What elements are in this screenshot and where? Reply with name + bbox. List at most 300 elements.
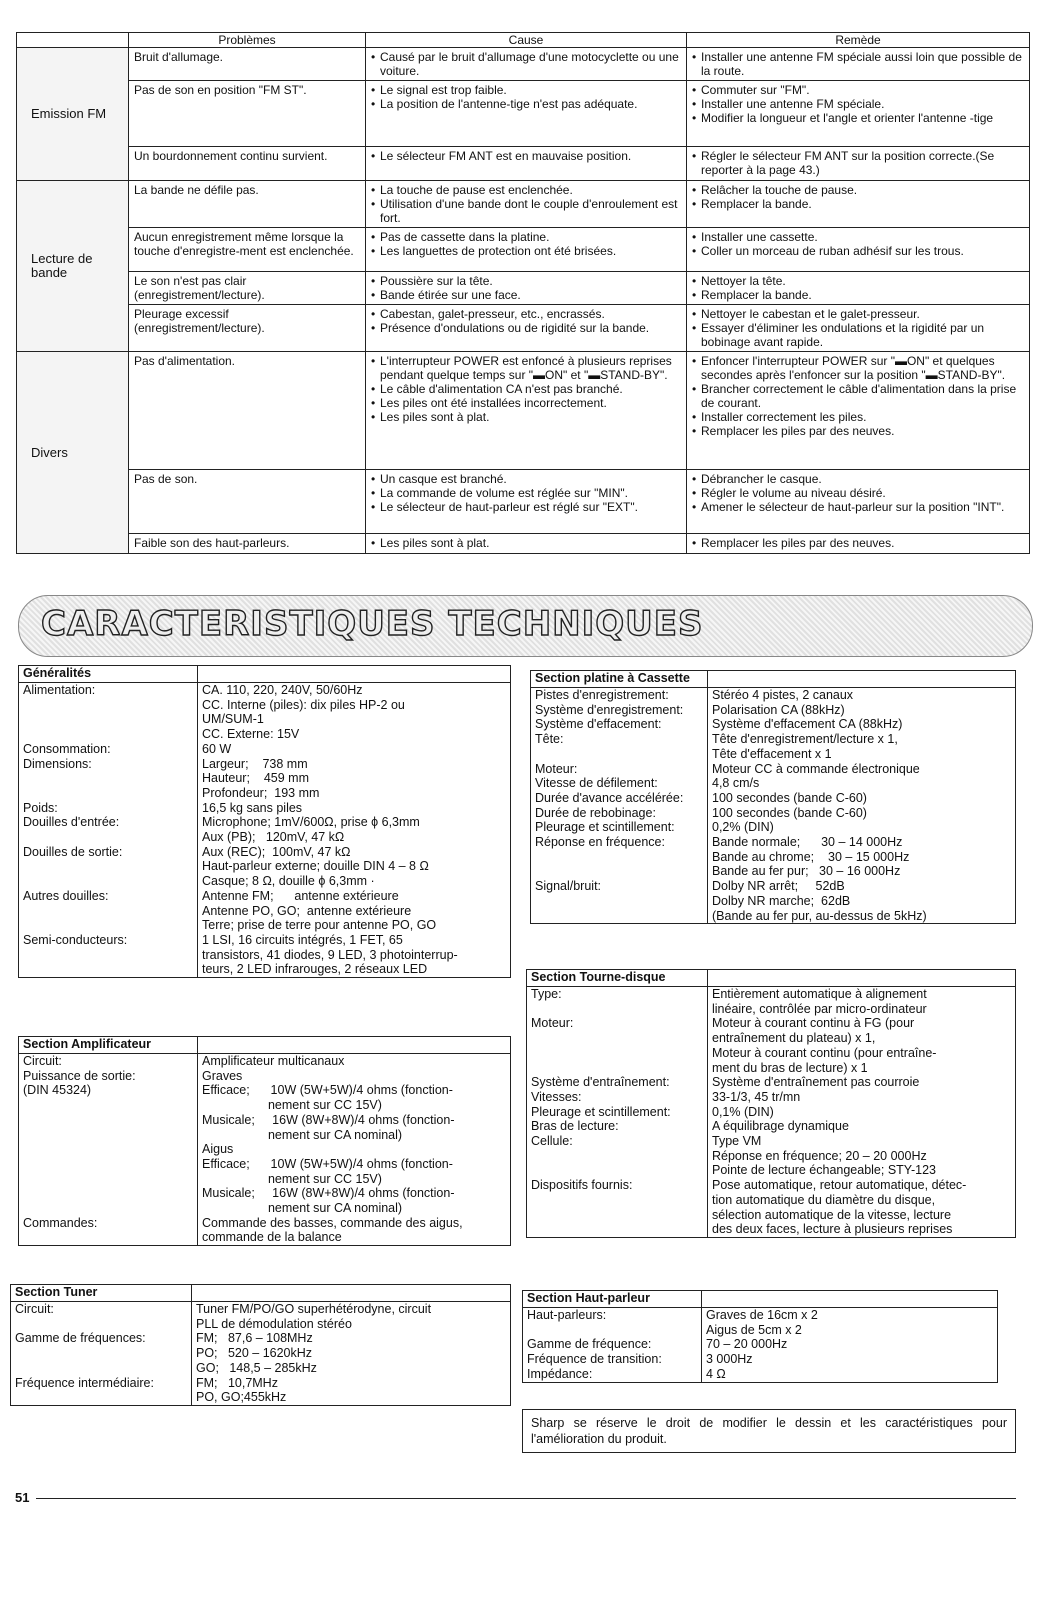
- spec-row: [531, 703, 1016, 718]
- spec-label: Semi-conducteurs:: [19, 933, 198, 978]
- spec-table-turntable: [526, 969, 1016, 1238]
- spec-row: [531, 688, 1016, 703]
- spec-row: [19, 683, 511, 742]
- spec-value-line: 70 – 20 000Hz: [706, 1337, 788, 1352]
- trouble-cause: [366, 470, 687, 534]
- remedy-item: • Installer une antenne FM spéciale aussi loin que possible de la route.: [692, 50, 1024, 78]
- trouble-group-label: Divers: [17, 352, 129, 554]
- spec-value: [198, 889, 511, 933]
- trouble-remedy: [687, 81, 1030, 147]
- spec-head-row: [19, 666, 511, 683]
- spec-value-line: Dolby NR arrêt; 52dB: [712, 879, 845, 894]
- spec-label: Vitesse de défilement:: [531, 776, 708, 791]
- spec-value: [708, 1075, 1016, 1090]
- spec-section-title: Section Haut-parleur: [523, 1291, 702, 1308]
- spec-row: [523, 1337, 998, 1352]
- spec-value-line: ment du bras de lecture) x 1: [712, 1060, 868, 1075]
- cause-item: • La position de l'antenne-tige n'est pas adéquate.: [371, 97, 681, 111]
- remedy-item: • Modifier la longueur et l'angle et orienter l'antenne -tige: [692, 111, 1024, 125]
- spec-value-line: Haut-parleur externe; douille DIN 4 – 8 Ω: [202, 859, 429, 874]
- spec-value: [198, 933, 511, 978]
- cause-item: • Les languettes de protection ont été brisées.: [371, 244, 681, 258]
- spec-table-general: [18, 665, 511, 978]
- spec-value: [708, 703, 1016, 718]
- spec-value: [702, 1352, 998, 1367]
- spec-value-line: Hauteur; 459 mm: [202, 771, 309, 786]
- cause-list: [371, 83, 681, 111]
- spec-row: [531, 776, 1016, 791]
- cause-item: • Un casque est branché.: [371, 472, 681, 486]
- remedy-item: • Amener le sélecteur de haut-parleur sur la position "INT".: [692, 500, 1024, 514]
- spec-row: [527, 1016, 1016, 1075]
- spec-row: [527, 1075, 1016, 1090]
- spec-value-line: Système d'effacement CA (88kHz): [712, 717, 903, 732]
- remedy-item: • Commuter sur "FM".: [692, 83, 1024, 97]
- spec-head-spacer: [702, 1291, 998, 1308]
- spec-row: [19, 845, 511, 889]
- spec-value-line: Dolby NR marche; 62dB: [712, 893, 851, 908]
- trouble-row: [17, 81, 1030, 147]
- spec-value-line: Aigus de 5cm x 2: [706, 1322, 802, 1337]
- spec-head-spacer: [192, 1285, 511, 1302]
- spec-row: [11, 1302, 511, 1332]
- spec-value-line: PLL de démodulation stéréo: [196, 1316, 352, 1331]
- spec-value-line: Pointe de lecture échangeable; STY-123: [712, 1163, 937, 1178]
- cause-item: • La touche de pause est enclenchée.: [371, 183, 681, 197]
- spec-value-line: tion automatique du diamètre du disque,: [712, 1192, 936, 1207]
- trouble-row: [17, 305, 1030, 352]
- spec-value-line: Système d'entraînement pas courroie: [712, 1075, 920, 1090]
- spec-value-line: 4 Ω: [706, 1366, 726, 1381]
- remedy-item: • Installer une antenne FM spéciale.: [692, 97, 1024, 111]
- spec-value-line: 100 secondes (bande C-60): [712, 805, 867, 820]
- spec-section-title: Section Tuner: [11, 1285, 192, 1302]
- spec-value: [192, 1376, 511, 1406]
- spec-value: [198, 815, 511, 844]
- spec-row: [531, 762, 1016, 777]
- cause-item: • Pas de cassette dans la platine.: [371, 230, 681, 244]
- spec-value: [198, 1216, 511, 1246]
- cause-list: [371, 307, 681, 335]
- remedy-list: [692, 149, 1024, 177]
- spec-value-line: Stéréo 4 pistes, 2 canaux: [712, 688, 854, 702]
- spec-value: [192, 1331, 511, 1375]
- cause-item: • Les piles sont à plat.: [371, 536, 681, 550]
- spec-value: [702, 1337, 998, 1352]
- spec-value-line: Commande des basses, commande des aigus,: [202, 1215, 463, 1230]
- spec-value-line: CA. 110, 220, 240V, 50/60Hz: [202, 683, 363, 697]
- remedy-list: [692, 183, 1024, 211]
- page-number: 51: [15, 1490, 30, 1505]
- cause-list: [371, 230, 681, 258]
- cause-list: [371, 274, 681, 302]
- trouble-group-label: Lecture de bande: [17, 181, 129, 352]
- spec-value-line: nement sur CA nominal): [202, 1127, 403, 1142]
- spec-value: [708, 1105, 1016, 1120]
- trouble-problem: Bruit d'allumage.: [129, 48, 366, 81]
- trouble-header-problem: Problèmes: [129, 33, 366, 48]
- spec-value: [708, 835, 1016, 879]
- footer-rule: [36, 1498, 1016, 1499]
- cause-list: [371, 354, 681, 424]
- remedy-item: • Débrancher le casque.: [692, 472, 1024, 486]
- spec-label: Tête:: [531, 732, 708, 761]
- spec-label: Consommation:: [19, 742, 198, 757]
- trouble-problem: Pas d'alimentation.: [129, 352, 366, 470]
- spec-value-line: FM; 87,6 – 108MHz: [196, 1331, 313, 1346]
- remedy-item: • Remplacer la bande.: [692, 288, 1024, 302]
- trouble-body: [17, 48, 1030, 554]
- spec-value: [708, 987, 1016, 1017]
- spec-table-tuner: [10, 1284, 511, 1406]
- spec-value-line: sélection automatique de la vitesse, lecture: [712, 1207, 952, 1222]
- spec-value: [708, 1016, 1016, 1075]
- spec-value: [708, 732, 1016, 761]
- spec-value-line: Terre; prise de terre pour antenne PO, GO: [202, 918, 437, 933]
- remedy-item: • Remplacer les piles par des neuves.: [692, 424, 1024, 438]
- trouble-header-row: [17, 33, 1030, 48]
- spec-row: [19, 889, 511, 933]
- spec-label: Pleurage et scintillement:: [531, 820, 708, 835]
- cause-list: [371, 50, 681, 78]
- spec-value-line: Polarisation CA (88kHz): [712, 702, 845, 717]
- remedy-item: • Régler le sélecteur FM ANT sur la position correcte.(Se reporter à la page 43.): [692, 149, 1024, 177]
- spec-value: [702, 1308, 998, 1338]
- spec-label: Pleurage et scintillement:: [527, 1105, 708, 1120]
- spec-section-title: Section Amplificateur: [19, 1037, 198, 1054]
- spec-value: [708, 1090, 1016, 1105]
- spec-label: Puissance de sortie: (DIN 45324): [19, 1069, 198, 1216]
- remedy-item: • Installer correctement les piles.: [692, 410, 1024, 424]
- banner-title: CARACTERISTIQUES TECHNIQUES: [41, 604, 704, 644]
- trouble-problem: La bande ne défile pas.: [129, 181, 366, 228]
- spec-value-line: Bande normale; 30 – 14 000Hz: [712, 835, 903, 850]
- spec-head-row: [523, 1291, 998, 1308]
- remedy-item: • Essayer d'éliminer les ondulations et la rigidité par un bobinage avant rapide.: [692, 321, 1024, 349]
- spec-head-row: [11, 1285, 511, 1302]
- spec-value: [192, 1302, 511, 1332]
- spec-label: Pistes d'enregistrement:: [531, 688, 708, 703]
- cause-item: • Les piles ont été installées incorrectement.: [371, 396, 681, 410]
- spec-value: [198, 1054, 511, 1069]
- spec-value-line: Antenne FM; antenne extérieure: [202, 888, 399, 903]
- spec-head-row: [531, 671, 1016, 688]
- spec-value: [708, 688, 1016, 703]
- spec-label: Douilles de sortie:: [19, 845, 198, 889]
- spec-value-line: nement sur CC 15V): [202, 1171, 382, 1186]
- spec-value: [708, 820, 1016, 835]
- trouble-row: [17, 534, 1030, 554]
- spec-label: Gamme de fréquences:: [11, 1331, 192, 1375]
- section-banner: [18, 595, 1033, 657]
- spec-value-line: Aux (PB); 120mV, 47 kΩ: [202, 830, 345, 845]
- spec-label: Impédance:: [523, 1367, 702, 1382]
- spec-value: [198, 757, 511, 801]
- spec-value-line: nement sur CC 15V): [202, 1098, 382, 1113]
- spec-table-cassette: [530, 670, 1016, 924]
- trouble-row: [17, 352, 1030, 470]
- spec-value-line: Aux (REC); 100mV, 47 kΩ: [202, 844, 351, 859]
- spec-value-line: commande de la balance: [202, 1230, 342, 1245]
- spec-label: Alimentation:: [19, 683, 198, 742]
- trouble-row: [17, 147, 1030, 181]
- remedy-item: • Enfoncer l'interrupteur POWER sur "▬ON" et quelques secondes après l'enfoncer sur la position "▬STAND-BY".: [692, 354, 1024, 382]
- spec-value: [708, 1178, 1016, 1237]
- spec-label: Haut-parleurs:: [523, 1308, 702, 1338]
- cause-list: [371, 149, 681, 163]
- spec-value-line: linéaire, contrôlée par micro-ordinateur: [712, 1001, 927, 1016]
- spec-row: [11, 1376, 511, 1406]
- cause-item: • Le sélecteur de haut-parleur est réglé sur "EXT".: [371, 500, 681, 514]
- spec-value-line: nement sur CA nominal): [202, 1201, 403, 1216]
- spec-head-spacer: [198, 1037, 511, 1054]
- spec-value-line: 0,1% (DIN): [712, 1104, 774, 1119]
- spec-row: [527, 1134, 1016, 1178]
- spec-value-line: 100 secondes (bande C-60): [712, 790, 867, 805]
- spec-value: [708, 776, 1016, 791]
- trouble-problem: Le son n'est pas clair (enregistrement/lecture).: [129, 272, 366, 305]
- spec-row: [531, 835, 1016, 879]
- spec-value-line: Musicale; 16W (8W+8W)/4 ohms (fonction-: [202, 1186, 455, 1201]
- spec-section-title: Section platine à Cassette: [531, 671, 708, 688]
- spec-value: [708, 879, 1016, 924]
- cause-item: • Poussière sur la tête.: [371, 274, 681, 288]
- spec-row: [19, 801, 511, 816]
- spec-value-line: UM/SUM-1: [202, 712, 264, 727]
- spec-value-line: Largeur; 738 mm: [202, 756, 308, 771]
- trouble-cause: [366, 181, 687, 228]
- cause-item: • Le câble d'alimentation CA n'est pas branché.: [371, 382, 681, 396]
- trouble-row: [17, 272, 1030, 305]
- trouble-row: [17, 470, 1030, 534]
- trouble-remedy: [687, 352, 1030, 470]
- spec-value-line: PO; 520 – 1620kHz: [196, 1346, 313, 1361]
- trouble-remedy: [687, 181, 1030, 228]
- trouble-header-cause: Cause: [366, 33, 687, 48]
- spec-section-title: Section Tourne-disque: [527, 970, 708, 987]
- spec-label: Commandes:: [19, 1216, 198, 1246]
- remedy-list: [692, 472, 1024, 514]
- spec-label: Durée d'avance accélérée:: [531, 791, 708, 806]
- troubleshooting-table: [16, 32, 1030, 554]
- remedy-item: • Installer une cassette.: [692, 230, 1024, 244]
- spec-value-line: Aigus: [202, 1142, 234, 1157]
- cause-item: • Cabestan, galet-presseur, etc., encrassés.: [371, 307, 681, 321]
- remedy-list: [692, 307, 1024, 349]
- trouble-row: [17, 48, 1030, 81]
- spec-row: [19, 757, 511, 801]
- trouble-cause: [366, 305, 687, 352]
- spec-value-line: Tuner FM/PO/GO superhétérodyne, circuit: [196, 1302, 432, 1316]
- spec-row: [527, 987, 1016, 1017]
- spec-label: Système d'entraînement:: [527, 1075, 708, 1090]
- spec-value: [708, 717, 1016, 732]
- remedy-list: [692, 83, 1024, 125]
- spec-value-line: Tête d'effacement x 1: [712, 746, 832, 761]
- spec-row: [19, 1054, 511, 1069]
- trouble-row: [17, 228, 1030, 272]
- spec-value-line: 60 W: [202, 741, 232, 756]
- spec-label: Système d'enregistrement:: [531, 703, 708, 718]
- spec-table-amplifier: [18, 1036, 511, 1246]
- spec-value-line: Profondeur; 193 mm: [202, 785, 320, 800]
- spec-value-line: des deux faces, lecture à plusieurs reprises: [712, 1222, 953, 1237]
- spec-value-line: Réponse en fréquence; 20 – 20 000Hz: [712, 1148, 927, 1163]
- spec-head-spacer: [198, 666, 511, 683]
- spec-value-line: Graves: [202, 1068, 243, 1083]
- spec-value: [198, 801, 511, 816]
- trouble-header-group: [17, 33, 129, 48]
- spec-row: [527, 1178, 1016, 1237]
- spec-label: Moteur:: [527, 1016, 708, 1075]
- cause-list: [371, 536, 681, 550]
- spec-value-line: Moteur CC à commande électronique: [712, 761, 920, 776]
- cause-item: • Présence d'ondulations ou de rigidité sur la bande.: [371, 321, 681, 335]
- spec-value: [198, 742, 511, 757]
- spec-value-line: CC. Interne (piles): dix piles HP-2 ou: [202, 697, 405, 712]
- spec-value-line: 33-1/3, 45 tr/mn: [712, 1089, 801, 1104]
- trouble-remedy: [687, 228, 1030, 272]
- spec-value-line: Moteur à courant continu (pour entraîne-: [712, 1045, 937, 1060]
- spec-value: [708, 806, 1016, 821]
- remedy-list: [692, 230, 1024, 258]
- spec-label: Gamme de fréquence:: [523, 1337, 702, 1352]
- spec-label: Moteur:: [531, 762, 708, 777]
- cause-item: • Causé par le bruit d'allumage d'une motocyclette ou une voiture.: [371, 50, 681, 78]
- spec-row: [531, 791, 1016, 806]
- spec-label: Autres douilles:: [19, 889, 198, 933]
- trouble-problem: Un bourdonnement continu survient.: [129, 147, 366, 181]
- trouble-cause: [366, 147, 687, 181]
- remedy-item: • Régler le volume au niveau désiré.: [692, 486, 1024, 500]
- spec-value: [708, 1119, 1016, 1134]
- spec-section-title: Généralités: [19, 666, 198, 683]
- spec-value-line: PO, GO;455kHz: [196, 1390, 287, 1405]
- spec-value-line: A équilibrage dynamique: [712, 1119, 849, 1134]
- spec-label: Réponse en fréquence:: [531, 835, 708, 879]
- spec-value-line: CC. Externe: 15V: [202, 727, 300, 742]
- remedy-list: [692, 274, 1024, 302]
- spec-value: [702, 1367, 998, 1382]
- spec-value: [708, 791, 1016, 806]
- spec-row: [531, 820, 1016, 835]
- trouble-cause: [366, 228, 687, 272]
- trouble-problem: Aucun enregistrement même lorsque la touche d'enregistre-ment est enclenchée.: [129, 228, 366, 272]
- remedy-item: • Nettoyer le cabestan et le galet-presseur.: [692, 307, 1024, 321]
- cause-item: • Bande étirée sur une face.: [371, 288, 681, 302]
- spec-value: [708, 762, 1016, 777]
- spec-value-line: transistors, 41 diodes, 9 LED, 3 photointerrup-: [202, 947, 458, 962]
- trouble-remedy: [687, 305, 1030, 352]
- spec-value-line: 1 LSI, 16 circuits intégrés, 1 FET, 65: [202, 932, 403, 947]
- spec-value: [198, 845, 511, 889]
- remedy-item: • Coller un morceau de ruban adhésif sur les trous.: [692, 244, 1024, 258]
- cause-item: • L'interrupteur POWER est enfoncé à plusieurs reprises pendant quelque temps sur "▬ON" et "▬STAND-BY".: [371, 354, 681, 382]
- spec-row: [531, 806, 1016, 821]
- spec-value-line: Type VM: [712, 1134, 762, 1149]
- spec-row: [531, 717, 1016, 732]
- cause-item: • Le signal est trop faible.: [371, 83, 681, 97]
- spec-row: [19, 1216, 511, 1246]
- spec-label: Poids:: [19, 801, 198, 816]
- spec-value-line: 3 000Hz: [706, 1352, 753, 1367]
- cause-item: • Utilisation d'une bande dont le couple d'enroulement est fort.: [371, 197, 681, 225]
- trouble-header-remedy: Remède: [687, 33, 1030, 48]
- cause-list: [371, 183, 681, 225]
- spec-label: Douilles d'entrée:: [19, 815, 198, 844]
- remedy-item: • Remplacer les piles par des neuves.: [692, 536, 1024, 550]
- spec-label: Bras de lecture:: [527, 1119, 708, 1134]
- spec-row: [19, 1069, 511, 1216]
- spec-value-line: 0,2% (DIN): [712, 820, 774, 835]
- spec-row: [531, 732, 1016, 761]
- cause-item: • Les piles sont à plat.: [371, 410, 681, 424]
- trouble-problem: Pleurage excessif (enregistrement/lecture).: [129, 305, 366, 352]
- spec-label: Fréquence intermédiaire:: [11, 1376, 192, 1406]
- spec-label: Durée de rebobinage:: [531, 806, 708, 821]
- spec-value-line: 4,8 cm/s: [712, 776, 760, 791]
- trouble-cause: [366, 534, 687, 554]
- trouble-cause: [366, 81, 687, 147]
- spec-head-row: [19, 1037, 511, 1054]
- spec-value-line: Moteur à courant continu à FG (pour: [712, 1016, 915, 1031]
- spec-row: [523, 1367, 998, 1382]
- spec-value-line: Entièrement automatique à alignement: [712, 987, 927, 1001]
- trouble-row: [17, 181, 1030, 228]
- spec-value-line: Pose automatique, retour automatique, détec-: [712, 1178, 967, 1193]
- spec-value-line: Efficace; 10W (5W+5W)/4 ohms (fonction-: [202, 1156, 453, 1171]
- trouble-group-label: Emission FM: [17, 48, 129, 181]
- trouble-remedy: [687, 470, 1030, 534]
- spec-value-line: Tête d'enregistrement/lecture x 1,: [712, 732, 898, 747]
- spec-value-line: FM; 10,7MHz: [196, 1375, 278, 1390]
- spec-value-line: Efficace; 10W (5W+5W)/4 ohms (fonction-: [202, 1083, 453, 1098]
- trouble-remedy: [687, 272, 1030, 305]
- spec-label: Système d'effacement:: [531, 717, 708, 732]
- spec-label: Signal/bruit:: [531, 879, 708, 924]
- trouble-problem: Faible son des haut-parleurs.: [129, 534, 366, 554]
- spec-value: [198, 1069, 511, 1216]
- spec-head-spacer: [708, 970, 1016, 987]
- trouble-cause: [366, 352, 687, 470]
- cause-list: [371, 472, 681, 514]
- spec-value-line: (Bande au fer pur, au-dessus de 5kHz): [712, 908, 927, 923]
- trouble-problem: Pas de son.: [129, 470, 366, 534]
- trouble-cause: [366, 272, 687, 305]
- spec-row: [19, 742, 511, 757]
- spec-row: [523, 1352, 998, 1367]
- spec-row: [527, 1105, 1016, 1120]
- trouble-remedy: [687, 147, 1030, 181]
- spec-value-line: Amplificateur multicanaux: [202, 1054, 345, 1068]
- spec-value-line: Graves de 16cm x 2: [706, 1308, 818, 1322]
- spec-head-row: [527, 970, 1016, 987]
- spec-label: Fréquence de transition:: [523, 1352, 702, 1367]
- disclaimer-note: Sharp se réserve le droit de modifier le dessin et les caractéristiques pour l'amélioration du produit.: [522, 1409, 1016, 1453]
- trouble-cause: [366, 48, 687, 81]
- spec-row: [19, 815, 511, 844]
- spec-value-line: entraînement du plateau) x 1,: [712, 1031, 876, 1046]
- spec-label: Dispositifs fournis:: [527, 1178, 708, 1237]
- spec-table-speaker: [522, 1290, 998, 1383]
- spec-label: Vitesses:: [527, 1090, 708, 1105]
- spec-value: [708, 1134, 1016, 1178]
- remedy-list: [692, 536, 1024, 550]
- spec-value: [198, 683, 511, 742]
- remedy-item: • Brancher correctement le câble d'alimentation dans la prise de courant.: [692, 382, 1024, 410]
- spec-label: Circuit:: [11, 1302, 192, 1332]
- spec-label: Cellule:: [527, 1134, 708, 1178]
